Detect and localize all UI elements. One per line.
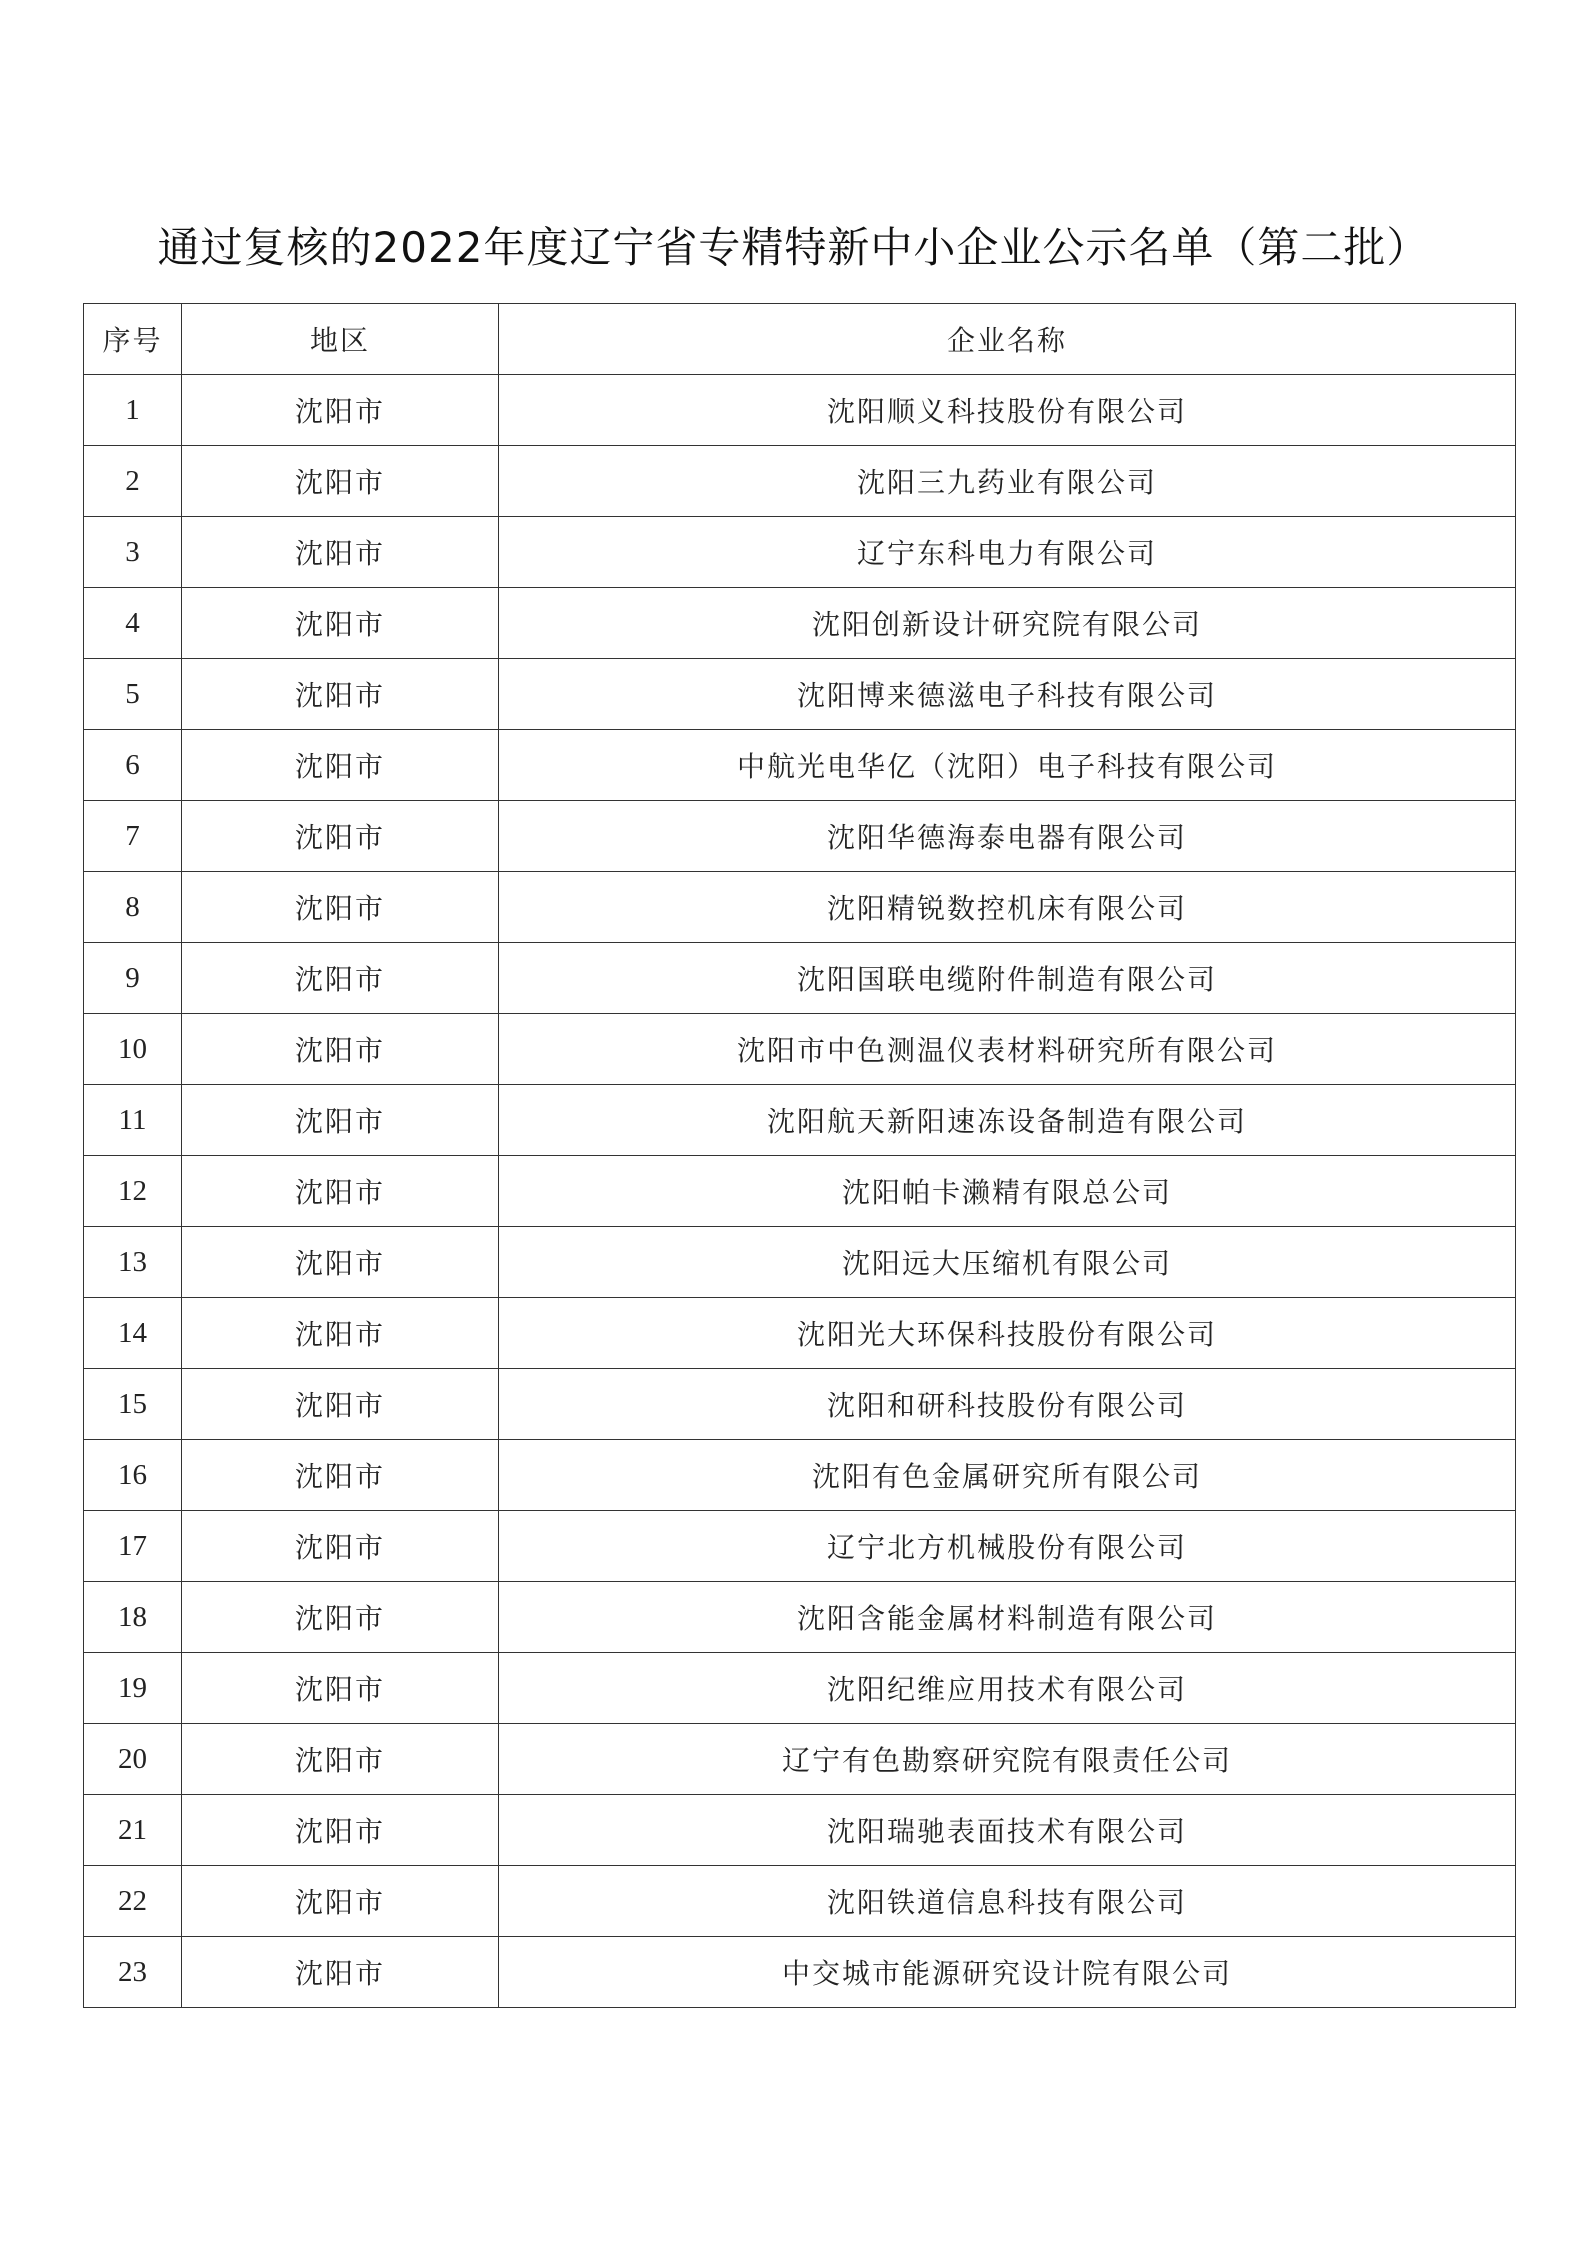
cell-region: 沈阳市 <box>182 1156 499 1227</box>
table-row <box>84 588 1516 659</box>
table-row <box>84 517 1516 588</box>
table-row <box>84 1014 1516 1085</box>
cell-serial-number: 17 <box>84 1511 182 1582</box>
cell-serial-number: 23 <box>84 1937 182 2008</box>
cell-serial-number: 3 <box>84 517 182 588</box>
cell-company-name: 辽宁东科电力有限公司 <box>499 517 1516 588</box>
cell-company-name: 辽宁有色勘察研究院有限责任公司 <box>499 1724 1516 1795</box>
cell-region: 沈阳市 <box>182 588 499 659</box>
cell-serial-number: 6 <box>84 730 182 801</box>
cell-serial-number: 5 <box>84 659 182 730</box>
table-row <box>84 1866 1516 1937</box>
table-row <box>84 375 1516 446</box>
table-row <box>84 446 1516 517</box>
table-row <box>84 1511 1516 1582</box>
table-row <box>84 1440 1516 1511</box>
cell-company-name: 沈阳华德海泰电器有限公司 <box>499 801 1516 872</box>
cell-region: 沈阳市 <box>182 730 499 801</box>
cell-company-name: 沈阳纪维应用技术有限公司 <box>499 1653 1516 1724</box>
cell-company-name: 沈阳光大环保科技股份有限公司 <box>499 1298 1516 1369</box>
cell-company-name: 沈阳博来德滋电子科技有限公司 <box>499 659 1516 730</box>
cell-serial-number: 10 <box>84 1014 182 1085</box>
cell-company-name: 中交城市能源研究设计院有限公司 <box>499 1937 1516 2008</box>
cell-company-name: 沈阳创新设计研究院有限公司 <box>499 588 1516 659</box>
cell-region: 沈阳市 <box>182 1866 499 1937</box>
cell-region: 沈阳市 <box>182 1014 499 1085</box>
cell-company-name: 沈阳帕卡濑精有限总公司 <box>499 1156 1516 1227</box>
cell-company-name: 沈阳铁道信息科技有限公司 <box>499 1866 1516 1937</box>
cell-region: 沈阳市 <box>182 1511 499 1582</box>
cell-region: 沈阳市 <box>182 943 499 1014</box>
cell-region: 沈阳市 <box>182 1369 499 1440</box>
cell-company-name: 中航光电华亿（沈阳）电子科技有限公司 <box>499 730 1516 801</box>
header-region: 地区 <box>182 304 499 375</box>
table-row <box>84 730 1516 801</box>
cell-region: 沈阳市 <box>182 1298 499 1369</box>
cell-serial-number: 12 <box>84 1156 182 1227</box>
cell-company-name: 沈阳瑞驰表面技术有限公司 <box>499 1795 1516 1866</box>
cell-company-name: 沈阳和研科技股份有限公司 <box>499 1369 1516 1440</box>
cell-serial-number: 1 <box>84 375 182 446</box>
cell-region: 沈阳市 <box>182 872 499 943</box>
cell-company-name: 沈阳市中色测温仪表材料研究所有限公司 <box>499 1014 1516 1085</box>
cell-region: 沈阳市 <box>182 659 499 730</box>
table-row <box>84 1653 1516 1724</box>
table-row <box>84 1724 1516 1795</box>
cell-region: 沈阳市 <box>182 446 499 517</box>
table-row <box>84 659 1516 730</box>
cell-serial-number: 19 <box>84 1653 182 1724</box>
cell-region: 沈阳市 <box>182 801 499 872</box>
cell-company-name: 沈阳航天新阳速冻设备制造有限公司 <box>499 1085 1516 1156</box>
cell-serial-number: 13 <box>84 1227 182 1298</box>
cell-serial-number: 21 <box>84 1795 182 1866</box>
cell-company-name: 沈阳远大压缩机有限公司 <box>499 1227 1516 1298</box>
table-body <box>84 375 1516 2008</box>
cell-region: 沈阳市 <box>182 1653 499 1724</box>
cell-serial-number: 8 <box>84 872 182 943</box>
cell-region: 沈阳市 <box>182 1724 499 1795</box>
cell-serial-number: 22 <box>84 1866 182 1937</box>
table-row <box>84 1156 1516 1227</box>
table-row <box>84 1937 1516 2008</box>
cell-region: 沈阳市 <box>182 1937 499 2008</box>
cell-company-name: 沈阳精锐数控机床有限公司 <box>499 872 1516 943</box>
cell-region: 沈阳市 <box>182 375 499 446</box>
cell-region: 沈阳市 <box>182 1440 499 1511</box>
header-serial-number: 序号 <box>84 304 182 375</box>
table-row <box>84 1369 1516 1440</box>
cell-serial-number: 16 <box>84 1440 182 1511</box>
cell-serial-number: 9 <box>84 943 182 1014</box>
cell-company-name: 沈阳国联电缆附件制造有限公司 <box>499 943 1516 1014</box>
table-row <box>84 801 1516 872</box>
table-row <box>84 1227 1516 1298</box>
cell-serial-number: 4 <box>84 588 182 659</box>
cell-serial-number: 15 <box>84 1369 182 1440</box>
cell-serial-number: 14 <box>84 1298 182 1369</box>
cell-region: 沈阳市 <box>182 1795 499 1866</box>
table-row <box>84 1298 1516 1369</box>
table-row <box>84 943 1516 1014</box>
cell-company-name: 沈阳顺义科技股份有限公司 <box>499 375 1516 446</box>
document-title: 通过复核的2022年度辽宁省专精特新中小企业公示名单（第二批） <box>157 223 1430 272</box>
company-list-table <box>83 303 1516 2008</box>
header-company-name: 企业名称 <box>499 304 1516 375</box>
cell-serial-number: 7 <box>84 801 182 872</box>
cell-region: 沈阳市 <box>182 1085 499 1156</box>
cell-company-name: 沈阳有色金属研究所有限公司 <box>499 1440 1516 1511</box>
cell-company-name: 辽宁北方机械股份有限公司 <box>499 1511 1516 1582</box>
table-header-row <box>84 304 1516 375</box>
cell-region: 沈阳市 <box>182 1227 499 1298</box>
cell-company-name: 沈阳三九药业有限公司 <box>499 446 1516 517</box>
cell-region: 沈阳市 <box>182 1582 499 1653</box>
table-row <box>84 872 1516 943</box>
cell-serial-number: 20 <box>84 1724 182 1795</box>
table-row <box>84 1085 1516 1156</box>
cell-serial-number: 18 <box>84 1582 182 1653</box>
table-row <box>84 1795 1516 1866</box>
table-row <box>84 1582 1516 1653</box>
cell-region: 沈阳市 <box>182 517 499 588</box>
cell-serial-number: 11 <box>84 1085 182 1156</box>
cell-serial-number: 2 <box>84 446 182 517</box>
cell-company-name: 沈阳含能金属材料制造有限公司 <box>499 1582 1516 1653</box>
